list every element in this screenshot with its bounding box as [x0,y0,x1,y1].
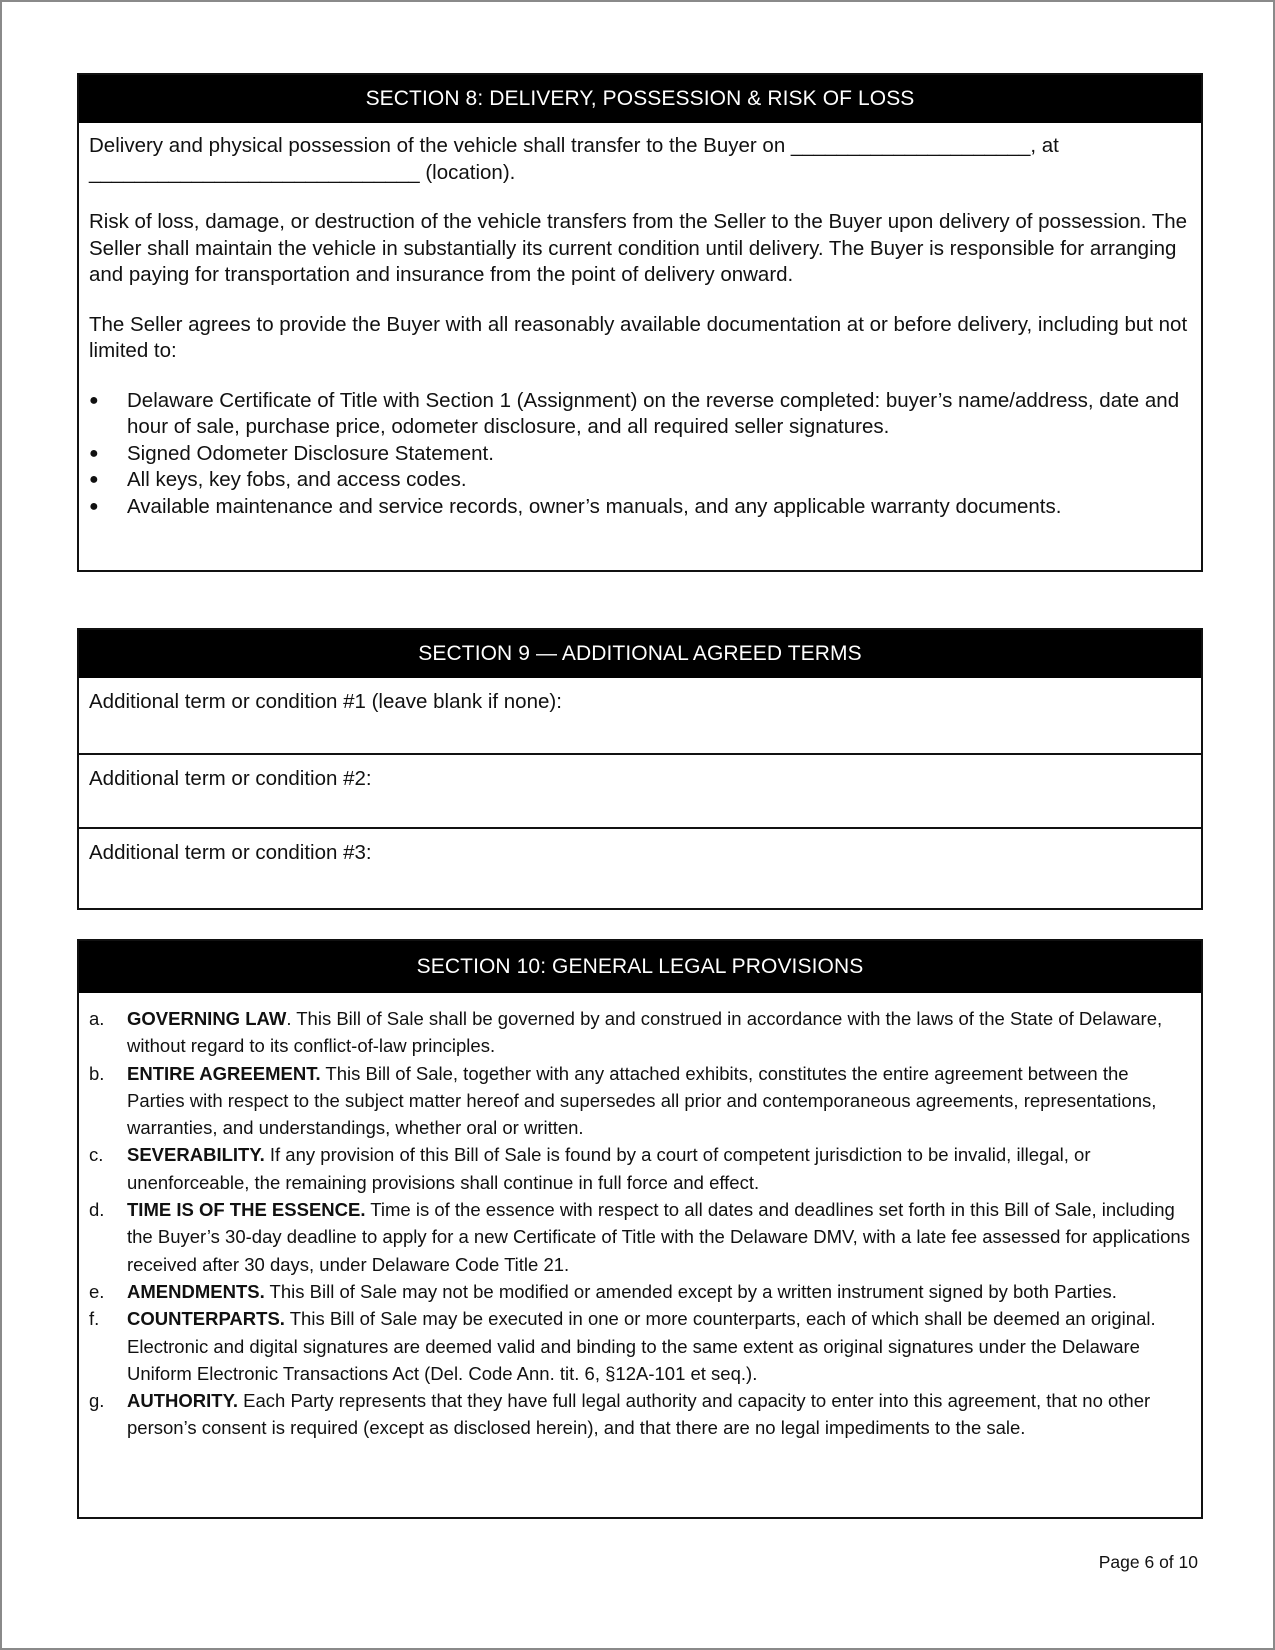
section-9-header: SECTION 9 — ADDITIONAL AGREED TERMS [79,630,1201,678]
additional-term-1[interactable] [79,678,1201,753]
documentation-list [89,388,1191,521]
provision-text: Each Party represents that they have full legal authority and capacity to enter into this agreement, that no other person’s consent is required (except as disclosed herein), and that there are no legal impediments to the sale. [127,1390,1151,1439]
additional-term-3[interactable] [79,827,1201,900]
page-number: Page 6 of 10 [1098,1552,1198,1572]
provision-letter: d. [89,1199,105,1221]
risk-of-loss-paragraph: Risk of loss, damage, or destruction of the vehicle transfers from the Seller to the Buyer upon delivery of possession. The Seller shall maintain the vehicle in substantially its current condition until delivery. The Buyer is responsible for arranging and paying for transportation and insurance from the point of delivery onward. [89,210,1188,286]
provision-title: ENTIRE AGREEMENT. [127,1062,321,1084]
section-8-body [79,123,1201,520]
documentation-paragraph: The Seller agrees to provide the Buyer with all reasonably available documentation at or before delivery, including but not limited to: [89,312,1188,362]
bullet-icon: ● [89,471,99,488]
provision-text: This Bill of Sale may be executed in one or more counterparts, each of which shall be deemed an original. Electronic and digital signatures are deemed valid and binding to the same extent as original signatures under the Delaware Uniform Electronic Transactions Act (Del. Code Ann. tit. 6, §12A-101 et seq.). [127,1308,1156,1384]
provision-title: COUNTERPARTS. [127,1308,285,1330]
documentation-list-item [89,494,1191,521]
legal-provision-governing-law [89,1005,1191,1060]
additional-term-label: Additional term or condition #3: [89,841,372,864]
bullet-icon: ● [89,444,99,462]
legal-provision-entire-agreement [89,1060,1191,1142]
provision-title: AMENDMENTS. [127,1280,265,1302]
provision-title: AUTHORITY. [127,1390,238,1412]
documentation-item-text: All keys, key fobs, and access codes. [127,468,467,491]
provision-text: If any provision of this Bill of Sale is found by a court of competent jurisdiction to be invalid, illegal, or unenforceable, the remaining provisions shall continue in full force and effect. [127,1144,1091,1193]
legal-provision-authority [89,1387,1191,1442]
documentation-item-text: Delaware Certificate of Title with Section 1 (Assignment) on the reverse completed: buyer’s name/address, date and hour of sale, purchase price, odometer disclosure, and all required seller signatures. [127,388,1180,438]
provision-letter: a. [89,1008,105,1029]
provision-letter: e. [89,1280,105,1302]
provision-letter: c. [89,1144,104,1166]
provision-text: Time is of the essence with respect to all dates and deadlines set forth in this Bill of Sale, including the Buyer’s 30-day deadline to apply for a new Certificate of Title with the Delaware DMV, with a late fee assessed for applications received after 30 days, under Delaware Code Title 21. [127,1199,1190,1275]
bullet-icon: ● [89,391,99,409]
provision-letter: b. [89,1062,105,1084]
bullet-icon: ● [89,497,99,515]
section-10-legal-provisions [77,939,1203,1519]
legal-provisions-list [79,993,1201,1454]
provision-letter: f. [89,1308,100,1330]
documentation-list-item [89,441,1191,468]
legal-provision-time-essence [89,1196,1191,1278]
section-10-header: SECTION 10: GENERAL LEGAL PROVISIONS [79,941,1201,993]
documentation-list-item [89,467,1191,494]
legal-provision-severability [89,1141,1191,1196]
provision-text: . This Bill of Sale shall be governed by and construed in accordance with the laws of the State of Delaware, without regard to its conflict-of-law principles. [127,1008,1163,1057]
additional-term-label: Additional term or condition #1 (leave blank if none): [89,690,562,713]
provision-text: This Bill of Sale may not be modified or amended except by a written instrument signed by both Parties. [264,1280,1117,1302]
additional-term-2[interactable] [79,753,1201,827]
documentation-list-item [89,388,1191,441]
documentation-item-text: Signed Odometer Disclosure Statement. [127,441,494,465]
provision-title: GOVERNING LAW [127,1008,287,1029]
delivery-paragraph: Delivery and physical possession of the vehicle shall transfer to the Buyer on _____________________, at _____________________________ (location). [89,134,1059,184]
provision-title: TIME IS OF THE ESSENCE. [127,1199,366,1221]
section-8-delivery [77,73,1203,572]
section-9-additional-terms [77,628,1203,910]
provision-letter: g. [89,1390,105,1412]
documentation-item-text: Available maintenance and service records, owner’s manuals, and any applicable warranty documents. [127,494,1062,518]
legal-provision-amendments [89,1278,1191,1305]
legal-provision-counterparts [89,1305,1191,1387]
provision-title: SEVERABILITY. [127,1144,265,1166]
section-8-header: SECTION 8: DELIVERY, POSSESSION & RISK OF LOSS [79,75,1201,123]
additional-term-label: Additional term or condition #2: [89,767,372,790]
provision-text: This Bill of Sale, together with any attached exhibits, constitutes the entire agreement between the Parties with respect to the subject matter hereof and supersedes all prior and contemporaneous agreements, representations, warranties, and understandings, whether oral or written. [127,1062,1157,1139]
